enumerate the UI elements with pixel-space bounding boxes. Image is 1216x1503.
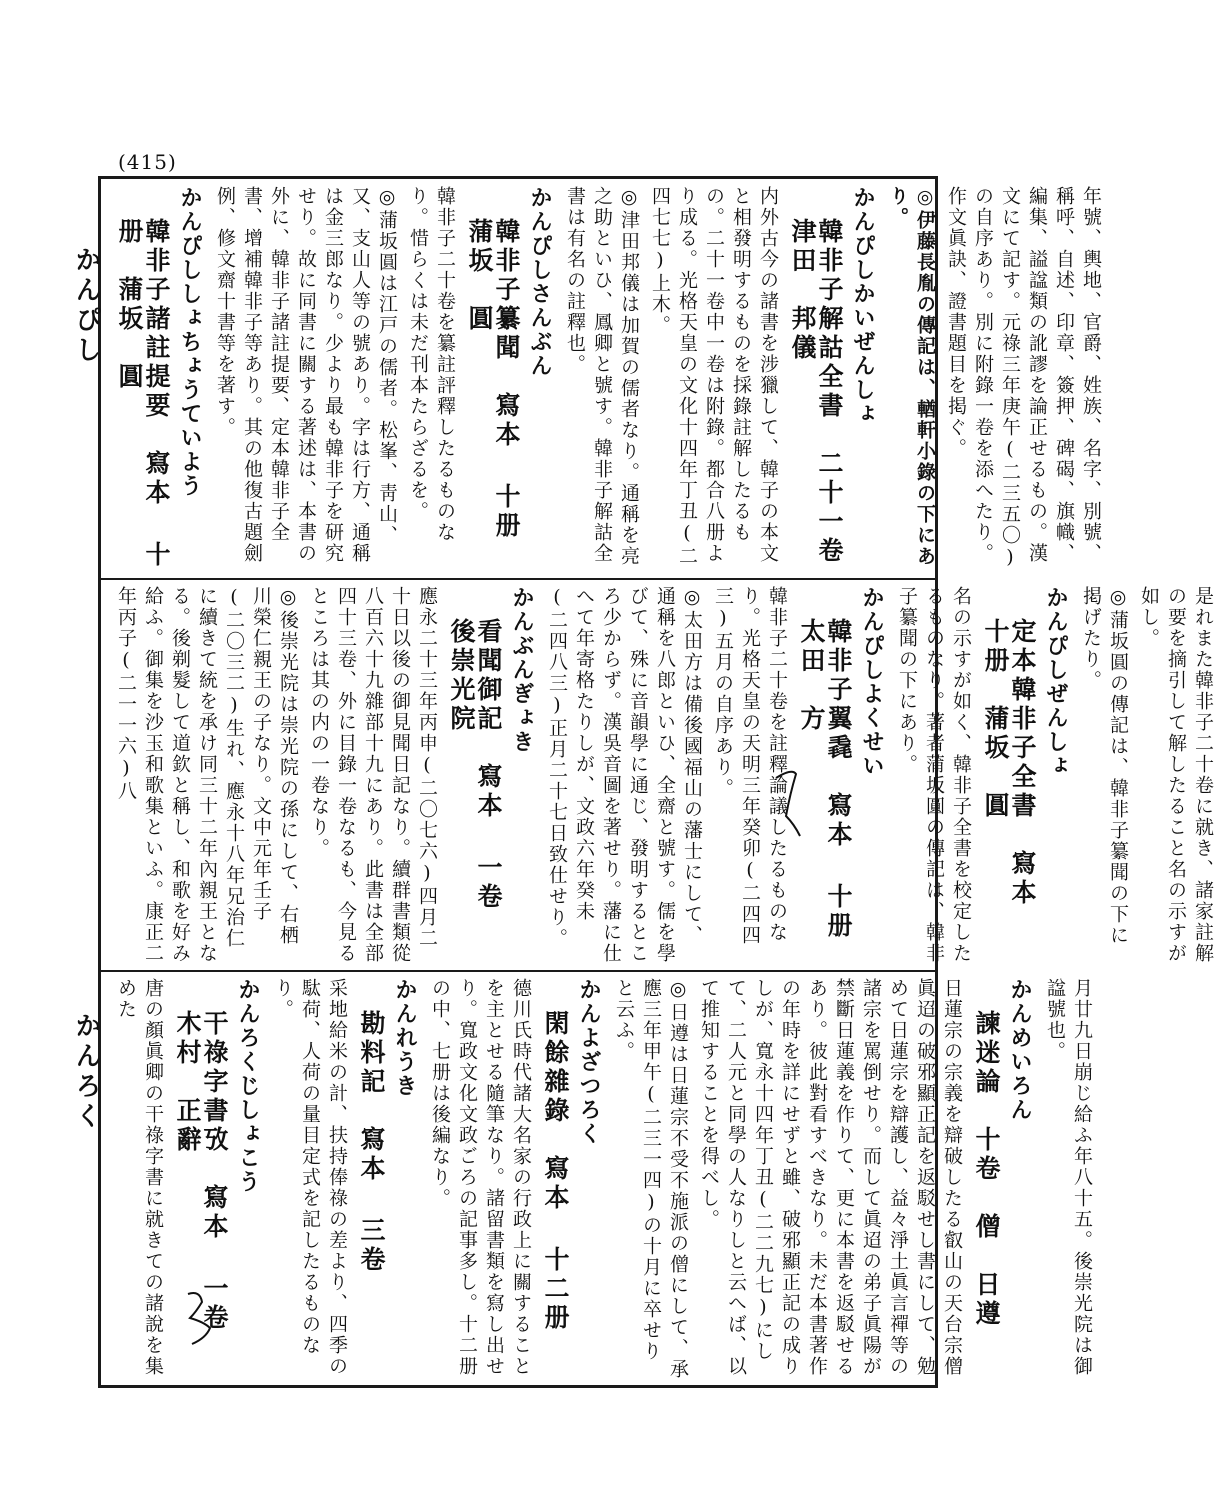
entry-title: 韓非子諸註提要 寫本 十册 蒲坂 圓 <box>115 218 171 570</box>
tier-top <box>108 186 1102 595</box>
tier-divider-bottom <box>98 970 938 972</box>
paragraph: ◎太田方は備後國福山の藩士にして、通稱を八郎といひ、全齋と號す。儒を學びて、殊に音韻學に通じ、發明するところ少からず。漢吳音圖を著せり。藩に仕へて年寄格たりしが、文政六年癸未(二四八三)正月二十七日致仕せり。 <box>546 586 703 964</box>
paragraph: 年號、輿地、官爵、姓族、名字、別號、稱呼、自述、印章、簽押、碑碣、旗幟、編集、謚諡類の訛謬を論正せるもの。漢文にて記す。元祿三年庚午(二三五〇)の自序あり。別に附錄一卷を添へたり。作文眞訣、證書題目を掲ぐ。 <box>945 186 1102 570</box>
paragraph: 采地給米の計、扶持俸祿の差より、四季の駄荷、人荷の量目定式を記したるものなり。 <box>272 978 348 1377</box>
entry-title: 定本韓非子全書 寫本 十册 蒲坂 圓 <box>981 618 1037 908</box>
entry-title: 韓非子纂聞 寫本 十册 蒲坂 圓 <box>465 218 521 570</box>
paragraph: ◎伊藤長胤の傳記は、輶軒小錄の下にあり。 <box>887 186 936 567</box>
paragraph: 内外古今の諸書を涉獵して、韓子の本文と相發明するものを採錄註解したるもの。二十一卷中一卷は附錄。都合八册より成る。光格天皇の文化十四年丁丑(二四七七)上木。 <box>649 186 779 567</box>
entry-title: 看聞御記 寫本 一卷 後崇光院 <box>447 618 503 941</box>
side-header-bottom: かんろく <box>71 1012 101 1132</box>
entry-reading: かんぴしさんぶん <box>527 186 553 378</box>
paragraph: ◎蒲坂圓の傳記は、韓非子纂聞の下に掲げたり。 <box>1080 586 1129 946</box>
entry-reading: かんめいろん <box>1007 978 1033 1122</box>
entry-reading: かんろくじしょこう <box>235 978 261 1194</box>
tier-divider-top <box>98 578 938 580</box>
paragraph: 月廿九日崩じ給ふ年八十五。後崇光院は御諡號也。 <box>1044 978 1093 1377</box>
paragraph: 應永二十三年丙申(二〇七六)四月二十日以後の御見聞日記なり。續群書類從八百六十九雜部十九にあり。此書は全部四十三卷、外に目錄一卷なるも、今見るところは其の内の一卷なり。 <box>308 586 438 964</box>
paragraph: ◎蒲坂圓は江戸の儒者。松峯、靑山、又、支山人等の號あり。字は行方、通稱は金三郎なり。少より最も韓非子を研究せり。故に同書に關する著述は、本書の外に、韓非子諸註提要、定本韓非子全書、增補韓非子等あり。其の他復古題劍例、修文齋十書等を著す。 <box>214 186 398 564</box>
entry-title: 韓非子解詁全書 二十一卷 津田 邦儀 <box>788 218 844 595</box>
handwritten-mark <box>770 764 810 844</box>
paragraph: ◎日遵は日蓮宗不受不施派の僧にして、承應三年甲午(二三一四)の十月に卒せりと云ふ。 <box>613 978 689 1380</box>
tier-top-text <box>108 186 1104 595</box>
handwritten-mark <box>180 1288 230 1348</box>
entry-reading: かんぴしぜんしょ <box>1043 586 1069 778</box>
paragraph: 德川氏時代諸大名家の行政上に關することを主とせる隨筆なり。諸留書類を寫し出せり。寬政文化文政ごろの記事多し。十二册の中、七册は後編なり。 <box>429 978 532 1377</box>
entry-title: 干祿字書攷 寫本 一卷 木村 正辭 <box>173 1010 229 1362</box>
entry-reading: かんぶんぎょき <box>509 586 535 754</box>
paragraph: 唐の顏眞卿の干祿字書に就きての諸說を集めた <box>115 978 164 1377</box>
side-header-top: かんぴし <box>71 246 101 366</box>
tier-bottom <box>108 978 1093 1382</box>
entry-title: 閑餘雜錄 寫本 十二册 <box>541 1010 570 1333</box>
paragraph: 韓非子二十卷を纂註評釋したるものなり。惜らくは未だ刊本たらざるを。 <box>407 186 456 543</box>
paragraph: 名の示すが如く、韓非子全書を校定したるものなり。著者蒲坂圓の傳記は、韓非子纂聞の下にあり。 <box>896 586 972 964</box>
entry-reading: かんぴししょちょうていよう <box>177 186 203 498</box>
entry-reading: かんれうき <box>392 978 418 1098</box>
paragraph: ◎津田邦儀は加賀の儒者なり。通稱を亮之助といひ、鳳卿と號す。韓非子解詁全書は有名の註釋也。 <box>564 186 640 567</box>
entry-title: 諫迷論 十卷 僧 日遵 <box>972 1010 1001 1329</box>
entry-reading: かんよざつろく <box>576 978 602 1146</box>
tier-bottom-text <box>108 978 1095 1382</box>
paragraph: 韓非子二十卷を註釋論議したるものなり。光格天皇の天明三年癸卯(二四四三)五月の自序あり。 <box>712 586 788 946</box>
paragraph: 是れまた韓非子二十卷に就き、諸家註解の要を摘引して解したること名の示すが如し。 <box>1138 586 1214 964</box>
tier-middle-text <box>108 586 1216 970</box>
paragraph: 日蓮宗の宗義を辯破したる叡山の天台宗僧眞迢の破邪顯正記を返駁せし書にして、勉めて日蓮宗を辯護し、益々淨土眞言禪等の諸宗を罵倒せり。而して眞迢の弟子眞陽が禁斷日蓮義を作りて、更に本書を返駁せるあり。彼此對看すべきなり。未だ本書著作の年時を詳にせずと雖、破邪顯正記の成りしが、寬永十四年丁丑(二二九七)にして、二人元と同學の人なりしと云へば、以て推知することを得べし。 <box>698 978 963 1377</box>
entry-reading: かんぴしよくせい <box>859 586 885 778</box>
paragraph: ◎後崇光院は崇光院の孫にして、右栖川榮仁親王の子なり。文中元年壬子(二〇三二)生れ、應永十八年兄治仁に續きて統を承け同三十二年內親王となる。後剃髮して道欽と稱し、和歌を好み給ふ。御集を沙玉和歌集といふ。康正二年丙子(二一一六)八 <box>115 586 299 964</box>
page-number: (415) <box>118 150 177 174</box>
entry-title: 勘料記 寫本 三卷 <box>357 1010 386 1275</box>
entry-title: 韓非子翼毳 寫本 十册 太田 方 <box>797 618 853 970</box>
entry-reading: かんぴしかいぜんしょ <box>850 186 876 426</box>
